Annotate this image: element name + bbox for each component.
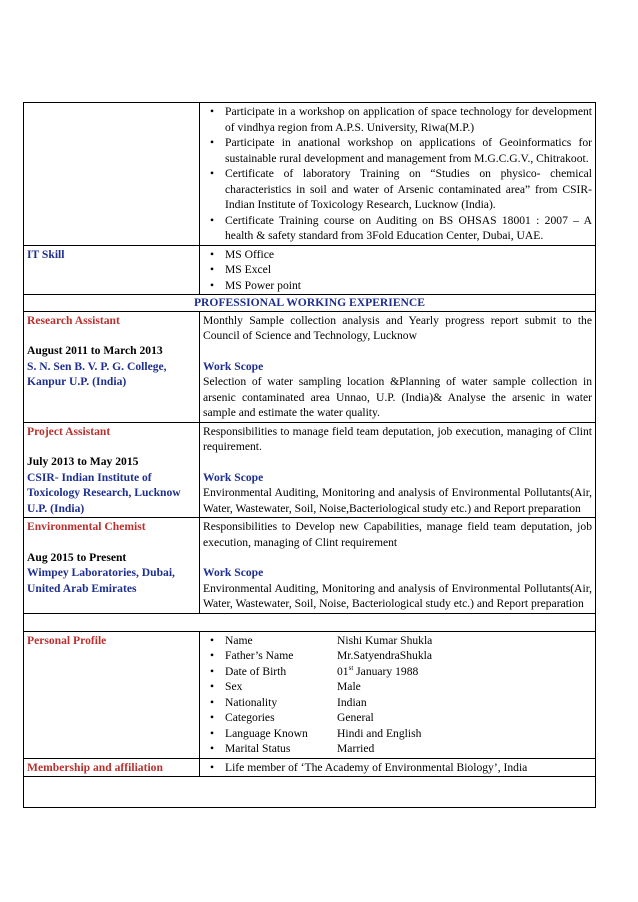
experience-summary: Responsibilities to Develop new Capabilities, manage field team deputation, job execution, managing of Clint requirement	[203, 520, 592, 549]
list-item	[225, 633, 592, 649]
profile-value: Married	[337, 742, 375, 755]
work-scope-label: Work Scope	[203, 470, 264, 484]
profile-key: Date of Birth	[225, 664, 287, 678]
list-item	[225, 726, 592, 742]
experience-summary: Monthly Sample collection analysis and Yearly progress report submit to the Council of Science and Technology, Lucknow	[203, 313, 592, 342]
it-skill-row	[24, 245, 596, 295]
profile-key: Father’s Name	[225, 649, 294, 662]
work-scope-text: Environmental Auditing, Monitoring and analysis of Environmental Pollutants(Air, Water, Wastewater, Soil, Noise, Bacteriological study etc.) and Report preparation	[203, 581, 592, 610]
experience-detail-cell	[200, 518, 596, 614]
organization: S. N. Sen B. V. P. G. College, Kanpur U.P. (India)	[27, 359, 167, 388]
profile-key: Nationality	[225, 695, 278, 709]
work-scope-text: Selection of water sampling location &Planning of water sample collection in arsenic contaminated area Unnao, U.P. (India)& Analyse the arsenic in water sample and estimate the water quality.	[203, 375, 592, 419]
membership-label: Membership and affiliation	[24, 758, 200, 777]
it-skill-cell	[200, 245, 596, 295]
profile-key: Categories	[225, 711, 275, 724]
organization: CSIR- Indian Institute of Toxicology Research, Lucknow U.P. (India)	[27, 470, 181, 515]
list-item: • Life member of ‘The Academy of Environmental Biology’, India	[225, 760, 592, 776]
training-label-cell	[24, 103, 200, 246]
personal-profile-list	[203, 633, 592, 757]
period: July 2013 to May 2015	[27, 455, 139, 468]
period: Aug 2015 to Present	[27, 550, 127, 564]
experience-label-cell	[24, 518, 200, 614]
work-scope-label: Work Scope	[203, 359, 264, 373]
list-item	[225, 695, 592, 711]
personal-profile-label: Personal Profile	[24, 631, 200, 758]
spacer-cell	[24, 613, 596, 631]
list-item: • Participate in anational workshop on applications of Geoinformatics for sustainable rural development and management from M.G.C.G.V., Chitrakoot.	[225, 135, 592, 166]
list-item: • Certificate of laboratory Training on “Studies on physico- chemical characteristics in soil and water of Arsenic contaminated area” from CSIR- Indian Institute of Toxicology Research, Lucknow (India).	[225, 166, 592, 213]
work-scope-text: Environmental Auditing, Monitoring and analysis of Environmental Pollutants(Air, Water, Wastewater, Soil, Noise,Bacteriological study etc.) and Report preparation	[203, 486, 592, 515]
list-item	[225, 679, 592, 695]
role-title: Environmental Chemist	[27, 520, 146, 533]
experience-detail-cell	[200, 311, 596, 422]
spacer-cell	[24, 777, 596, 808]
list-item: • MS Excel	[225, 262, 592, 278]
role-title: Project Assistant	[27, 424, 111, 438]
personal-profile-row	[24, 631, 596, 758]
profile-value: 01st January 1988	[337, 663, 419, 678]
membership-row	[24, 758, 596, 777]
profile-value: Indian	[337, 695, 367, 709]
period: August 2011 to March 2013	[27, 344, 163, 357]
training-row	[24, 103, 596, 246]
profile-value: Nishi Kumar Shukla	[337, 633, 433, 647]
profile-value: Mr.SatyendraShukla	[337, 649, 432, 662]
profile-value: Male	[337, 680, 361, 693]
work-scope-label: Work Scope	[203, 566, 264, 579]
list-item	[225, 741, 592, 757]
membership-cell	[200, 758, 596, 777]
list-item: • MS Power point	[225, 278, 592, 294]
list-item: • MS Office	[225, 247, 592, 263]
spacer-row	[24, 613, 596, 631]
experience-label-cell	[24, 311, 200, 422]
profile-value: General	[337, 711, 374, 724]
list-item: • Participate in a workshop on application of space technology for development of vindhya region from A.P.S. University, Riwa(M.P.)	[225, 104, 592, 135]
experience-row	[24, 518, 596, 614]
cv-table	[23, 102, 596, 808]
profile-key: Marital Status	[225, 742, 291, 755]
experience-detail-cell	[200, 422, 596, 518]
profile-key: Name	[225, 633, 253, 647]
list-item	[225, 664, 592, 680]
experience-summary: Responsibilities to manage field team deputation, job execution, managing of Clint requirement.	[203, 424, 592, 453]
role-title: Research Assistant	[27, 313, 120, 327]
profile-value: Hindi and English	[337, 726, 422, 740]
training-list	[203, 104, 592, 244]
profile-key: Language Known	[225, 726, 308, 740]
list-item	[225, 710, 592, 726]
experience-row	[24, 311, 596, 422]
spacer-row	[24, 777, 596, 808]
section-heading: PROFESSIONAL WORKING EXPERIENCE	[24, 295, 596, 312]
list-item	[225, 648, 592, 664]
it-skill-label: IT Skill	[24, 245, 200, 295]
list-item: • Certificate Training course on Auditing on BS OHSAS 18001 : 2007 – A health & safety standard from 3Fold Education Center, Dubai, UAE.	[225, 213, 592, 244]
it-skill-list	[203, 247, 592, 294]
profile-key: Sex	[225, 680, 243, 693]
membership-list	[203, 760, 592, 776]
experience-label-cell	[24, 422, 200, 518]
organization: Wimpey Laboratories, Dubai, United Arab Emirates	[27, 566, 175, 595]
personal-profile-cell	[200, 631, 596, 758]
experience-heading-row	[24, 295, 596, 312]
training-cell	[200, 103, 596, 246]
experience-row	[24, 422, 596, 518]
